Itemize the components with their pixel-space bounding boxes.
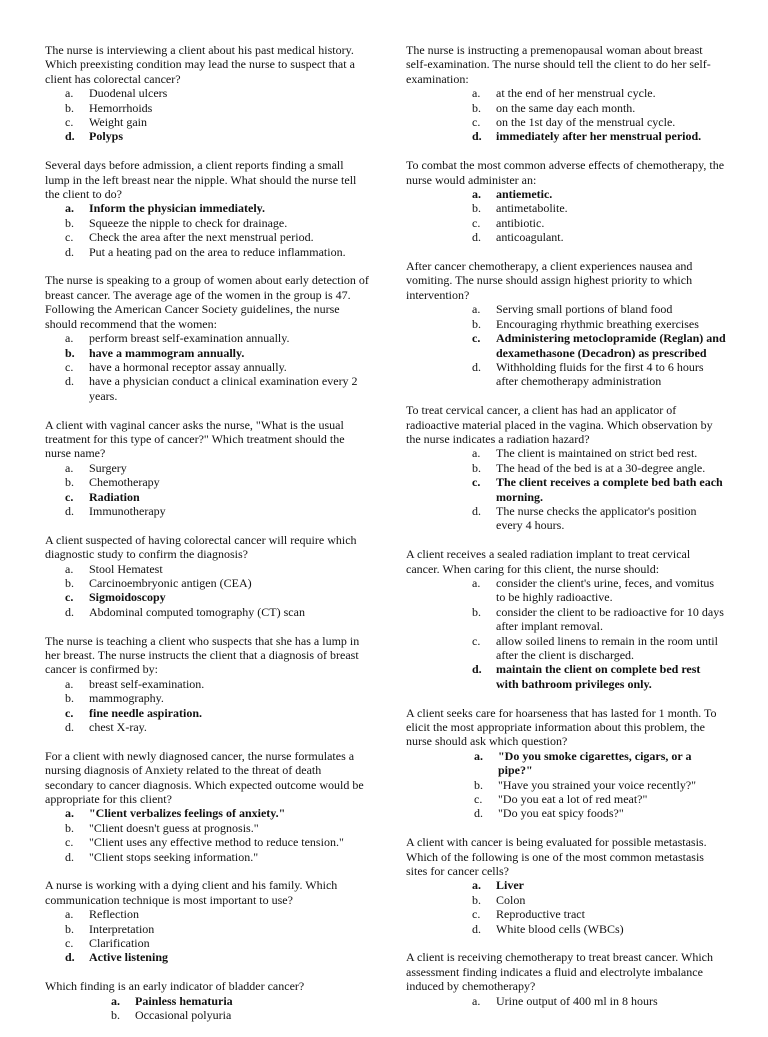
answer-option — [65, 101, 370, 115]
option-letter: a. — [65, 331, 74, 346]
answer-option — [472, 504, 726, 533]
question — [45, 273, 370, 403]
question-stem: Which finding is an early indicator of bladder cancer? — [45, 979, 305, 994]
correct-answer-option — [65, 490, 370, 504]
answer-option — [472, 230, 726, 244]
option-letter: b. — [472, 100, 481, 115]
answer-option — [472, 446, 726, 460]
answer-options — [45, 86, 370, 144]
option-letter: a. — [472, 993, 481, 1008]
option-text: Check the area after the next menstrual period. — [89, 230, 314, 245]
answer-options — [45, 562, 370, 620]
option-text: "Client stops seeking information." — [89, 849, 259, 864]
correct-answer-option — [65, 346, 370, 360]
option-text: Active listening — [89, 950, 168, 965]
question — [45, 418, 370, 519]
option-text: "Do you eat spicy foods?" — [498, 806, 624, 821]
question-stem: The nurse is instructing a premenopausal woman about breast self-examination. The nurse should tell the client to do her self-examination: — [406, 43, 711, 86]
answer-options — [406, 86, 726, 144]
answer-option — [65, 605, 370, 619]
correct-answer-option — [472, 475, 726, 504]
option-letter: d. — [472, 129, 482, 144]
option-text: Hemorrhoids — [89, 100, 153, 115]
option-text: Duodenal ulcers — [89, 86, 168, 101]
option-text: consider the client to be radioactive for 10 days after implant removal. — [496, 604, 724, 634]
correct-answer-option — [472, 129, 726, 143]
option-text: anticoagulant. — [496, 230, 564, 245]
option-letter: c. — [65, 230, 74, 245]
option-text: White blood cells (WBCs) — [496, 921, 624, 936]
option-text: Immunotherapy — [89, 503, 166, 518]
answer-option — [65, 374, 370, 403]
answer-option — [65, 216, 370, 230]
option-text: The client is maintained on strict bed rest. — [496, 446, 698, 461]
option-text: allow soiled linens to remain in the room until after the client is discharged. — [496, 633, 718, 662]
answer-option — [472, 576, 726, 605]
answer-option — [472, 302, 726, 316]
correct-answer-option — [65, 590, 370, 604]
option-text: "Client verbalizes feelings of anxiety." — [89, 806, 286, 821]
answer-option — [65, 360, 370, 374]
option-text: maintain the client on complete bed rest with bathroom privileges only. — [496, 662, 701, 691]
correct-answer-option — [65, 201, 370, 215]
answer-option — [65, 936, 370, 950]
option-text: "Do you eat a lot of red meat?" — [498, 792, 648, 807]
option-letter: a. — [65, 806, 74, 821]
option-text: mammography. — [89, 691, 164, 706]
option-text: Put a heating pad on the area to reduce inflammation. — [89, 244, 346, 259]
option-text: Reproductive tract — [496, 907, 585, 922]
question-stem: For a client with newly diagnosed cancer, the nurse formulates a nursing diagnosis of Anxiety related to the threat of death secondary to cancer diagnosis. Which expected outcome would be appropriate for this client? — [45, 748, 364, 807]
option-letter: b. — [472, 604, 481, 619]
option-letter: b. — [65, 820, 74, 835]
answer-option — [474, 778, 726, 792]
option-text: Occasional polyuria — [135, 1008, 232, 1023]
correct-answer-option — [472, 662, 726, 691]
question-stem: The nurse is interviewing a client about his past medical history. Which preexisting condition may lead the nurse to suspect that a client has colorectal cancer? — [45, 43, 355, 86]
option-text: Chemotherapy — [89, 475, 160, 490]
question — [406, 43, 726, 144]
option-letter: b. — [65, 575, 74, 590]
question — [45, 158, 370, 259]
answer-option — [474, 806, 726, 820]
answer-option — [472, 115, 726, 129]
option-text: Stool Hematest — [89, 561, 163, 576]
option-text: Interpretation — [89, 921, 155, 936]
option-letter: d. — [65, 244, 74, 259]
option-text: "Client uses any effective method to reduce tension." — [89, 835, 344, 850]
option-letter: a. — [65, 676, 74, 691]
option-letter: a. — [472, 302, 481, 317]
option-letter: d. — [65, 374, 74, 389]
option-text: have a mammogram annually. — [89, 345, 245, 360]
answer-option — [65, 720, 370, 734]
option-text: Liver — [496, 878, 524, 893]
option-letter: c. — [65, 705, 74, 720]
option-letter: a. — [472, 878, 481, 893]
option-text: immediately after her menstrual period. — [496, 129, 702, 144]
question — [406, 403, 726, 533]
question — [45, 43, 370, 144]
question — [406, 547, 726, 691]
option-text: have a physician conduct a clinical examination every 2 years. — [89, 374, 358, 403]
answer-options — [45, 806, 370, 864]
correct-answer-option — [472, 878, 726, 892]
option-letter: c. — [474, 792, 483, 807]
question — [45, 749, 370, 864]
question — [45, 979, 370, 1022]
option-letter: c. — [472, 475, 481, 490]
option-text: Inform the physician immediately. — [89, 201, 265, 216]
answer-option — [65, 461, 370, 475]
correct-answer-option — [65, 950, 370, 964]
question-stem: After cancer chemotherapy, a client experiences nausea and vomiting. The nurse should assign highest priority to which intervention? — [406, 259, 693, 302]
answer-options — [406, 576, 726, 691]
option-letter: c. — [65, 835, 74, 850]
answer-option — [65, 835, 370, 849]
option-letter: d. — [65, 129, 75, 144]
option-letter: c. — [472, 215, 481, 230]
option-text: on the 1st day of the menstrual cycle. — [496, 115, 676, 130]
question-stem: A client suspected of having colorectal cancer will require which diagnostic study to confirm the diagnosis? — [45, 532, 357, 562]
option-text: Encouraging rhythmic breathing exercises — [496, 316, 699, 331]
question-stem: A nurse is working with a dying client and his family. Which communication technique is most important to use? — [45, 878, 338, 907]
answer-option — [65, 245, 370, 259]
question — [406, 259, 726, 389]
option-text: consider the client's urine, feces, and vomitus to be highly radioactive. — [496, 575, 715, 605]
answer-option — [65, 850, 370, 864]
option-letter: b. — [474, 777, 483, 792]
option-text: Radiation — [89, 489, 140, 504]
option-text: Painless hematuria — [135, 993, 233, 1008]
option-letter: d. — [472, 662, 482, 677]
answer-options — [406, 878, 726, 936]
question-stem: A client receives a sealed radiation implant to treat cervical cancer. When caring for this client, the nurse should: — [406, 547, 691, 576]
option-letter: b. — [65, 100, 74, 115]
question — [406, 835, 726, 936]
option-letter: d. — [472, 230, 481, 245]
option-text: Clarification — [89, 936, 150, 951]
option-letter: c. — [472, 907, 481, 922]
option-text: Serving small portions of bland food — [496, 302, 673, 317]
answer-options — [406, 446, 726, 532]
answer-option — [65, 821, 370, 835]
correct-answer-option — [472, 187, 726, 201]
option-text: Urine output of 400 ml in 8 hours — [496, 993, 658, 1008]
option-letter: a. — [472, 446, 481, 461]
answer-option — [472, 994, 726, 1008]
answer-option — [65, 475, 370, 489]
answer-options — [406, 994, 726, 1008]
option-text: The nurse checks the applicator's position every 4 hours. — [496, 503, 697, 533]
option-letter: c. — [65, 115, 74, 130]
question-stem: Several days before admission, a client reports finding a small lump in the left breast near the nipple. What should the nurse tell the client to do? — [45, 158, 357, 202]
option-letter: d. — [65, 950, 75, 965]
option-letter: c. — [65, 590, 74, 605]
option-text: chest X-ray. — [89, 720, 147, 735]
left-column — [45, 43, 370, 1037]
option-letter: a. — [472, 187, 481, 202]
right-column — [406, 43, 726, 1023]
correct-answer-option — [474, 749, 726, 778]
option-text: The head of the bed is at a 30-degree angle. — [496, 460, 706, 475]
option-text: Colon — [496, 892, 526, 907]
question-stem: To combat the most common adverse effects of chemotherapy, the nurse would administer an: — [406, 158, 725, 187]
answer-option — [474, 792, 726, 806]
option-text: Abdominal computed tomography (CT) scan — [89, 604, 305, 619]
option-letter: c. — [472, 633, 481, 648]
correct-answer-option — [65, 129, 370, 143]
question-stem: A client seeks care for hoarseness that has lasted for 1 month. To elicit the most appropriate information about this problem, the nurse should ask which question? — [406, 705, 717, 749]
option-text: "Client doesn't guess at prognosis." — [89, 820, 259, 835]
option-letter: b. — [65, 921, 74, 936]
question-stem: To treat cervical cancer, a client has had an applicator of radioactive material placed in the vagina. Which observation by the nurse indicates a radiation hazard? — [406, 403, 713, 446]
option-letter: b. — [65, 345, 75, 360]
question — [406, 158, 726, 244]
answer-option — [472, 86, 726, 100]
option-letter: b. — [65, 475, 74, 490]
option-letter: d. — [65, 503, 74, 518]
answer-option — [65, 691, 370, 705]
option-text: Administering metoclopramide (Reglan) and dexamethasone (Decadron) as prescribed — [496, 331, 726, 360]
option-letter: d. — [65, 720, 74, 735]
option-text: The client receives a complete bed bath each morning. — [496, 475, 723, 504]
question-stem: A client is receiving chemotherapy to treat breast cancer. Which assessment finding indicates a fluid and electrolyte imbalance induced by chemotherapy? — [406, 950, 713, 994]
answer-options — [45, 331, 370, 403]
option-text: Reflection — [89, 907, 139, 922]
option-text: Sigmoidoscopy — [89, 590, 166, 605]
option-letter: b. — [472, 892, 481, 907]
answer-option — [65, 677, 370, 691]
option-text: antiemetic. — [496, 187, 553, 202]
option-letter: c. — [65, 936, 74, 951]
answer-option — [472, 634, 726, 663]
option-text: antimetabolite. — [496, 201, 568, 216]
option-letter: a. — [65, 561, 74, 576]
option-letter: b. — [111, 1008, 120, 1023]
option-text: at the end of her menstrual cycle. — [496, 86, 656, 101]
answer-option — [472, 216, 726, 230]
option-text: antibiotic. — [496, 215, 545, 230]
question — [45, 634, 370, 735]
option-letter: d. — [472, 921, 481, 936]
option-letter: d. — [472, 503, 481, 518]
option-letter: a. — [65, 460, 74, 475]
option-letter: c. — [472, 331, 481, 346]
option-text: on the same day each month. — [496, 100, 636, 115]
option-letter: b. — [472, 316, 481, 331]
answer-option — [472, 317, 726, 331]
option-letter: c. — [65, 489, 74, 504]
question-stem: A client with vaginal cancer asks the nurse, "What is the usual treatment for this type of cancer?" Which treatment should the nurse name? — [45, 417, 345, 461]
answer-options — [45, 907, 370, 965]
option-letter: d. — [472, 359, 481, 374]
correct-answer-option — [472, 331, 726, 360]
answer-options — [45, 677, 370, 735]
answer-options — [406, 749, 726, 821]
answer-option — [472, 605, 726, 634]
option-text: have a hormonal receptor assay annually. — [89, 359, 287, 374]
answer-option — [472, 922, 726, 936]
option-letter: c. — [65, 359, 74, 374]
answer-option — [472, 101, 726, 115]
answer-options — [45, 994, 370, 1023]
correct-answer-option — [111, 994, 370, 1008]
option-letter: a. — [111, 993, 120, 1008]
answer-options — [45, 461, 370, 519]
answer-option — [65, 922, 370, 936]
question — [406, 950, 726, 1008]
answer-options — [45, 201, 370, 259]
option-letter: b. — [472, 460, 481, 475]
option-letter: d. — [474, 806, 483, 821]
option-text: fine needle aspiration. — [89, 705, 202, 720]
question-stem: A client with cancer is being evaluated for possible metastasis. Which of the following is one of the most common metastasis sites for cancer cells? — [406, 835, 707, 879]
answer-options — [406, 302, 726, 388]
option-letter: a. — [472, 575, 481, 590]
answer-option — [111, 1008, 370, 1022]
option-text: "Do you smoke cigarettes, cigars, or a pipe?" — [498, 748, 692, 778]
answer-option — [65, 230, 370, 244]
option-letter: d. — [65, 604, 74, 619]
correct-answer-option — [65, 706, 370, 720]
question — [45, 533, 370, 619]
option-letter: c. — [472, 115, 481, 130]
correct-answer-option — [65, 806, 370, 820]
option-letter: a. — [472, 86, 481, 101]
answer-option — [65, 331, 370, 345]
option-letter: a. — [65, 86, 74, 101]
option-text: perform breast self-examination annually. — [89, 331, 290, 346]
answer-option — [472, 907, 726, 921]
answer-option — [472, 360, 726, 389]
option-text: Withholding fluids for the first 4 to 6 hours after chemotherapy administration — [496, 359, 704, 389]
answer-option — [472, 893, 726, 907]
option-text: Carcinoembryonic antigen (CEA) — [89, 575, 252, 590]
option-text: Polyps — [89, 129, 124, 144]
answer-option — [65, 504, 370, 518]
option-letter: b. — [472, 201, 481, 216]
option-text: Weight gain — [89, 115, 148, 130]
answer-options — [406, 187, 726, 245]
answer-option — [472, 461, 726, 475]
option-text: "Have you strained your voice recently?" — [498, 777, 697, 792]
answer-option — [65, 576, 370, 590]
question-stem: The nurse is speaking to a group of women about early detection of breast cancer. The average age of the women in the group is 47. Following the American Cancer Society guidelines, the nurse should recommend that the women: — [45, 273, 369, 331]
option-letter: a. — [65, 907, 74, 922]
option-text: Squeeze the nipple to check for drainage. — [89, 215, 288, 230]
question — [45, 878, 370, 964]
answer-option — [65, 86, 370, 100]
question-stem: The nurse is teaching a client who suspects that she has a lump in her breast. The nurse instructs the client that a diagnosis of breast cancer is confirmed by: — [45, 633, 360, 677]
option-text: breast self-examination. — [89, 676, 205, 691]
answer-option — [65, 562, 370, 576]
question — [406, 706, 726, 821]
option-letter: b. — [65, 215, 74, 230]
option-letter: b. — [65, 691, 74, 706]
answer-option — [65, 907, 370, 921]
option-letter: a. — [65, 201, 74, 216]
option-letter: d. — [65, 849, 74, 864]
option-letter: a. — [474, 748, 483, 763]
option-text: Surgery — [89, 460, 127, 475]
answer-option — [472, 201, 726, 215]
answer-option — [65, 115, 370, 129]
